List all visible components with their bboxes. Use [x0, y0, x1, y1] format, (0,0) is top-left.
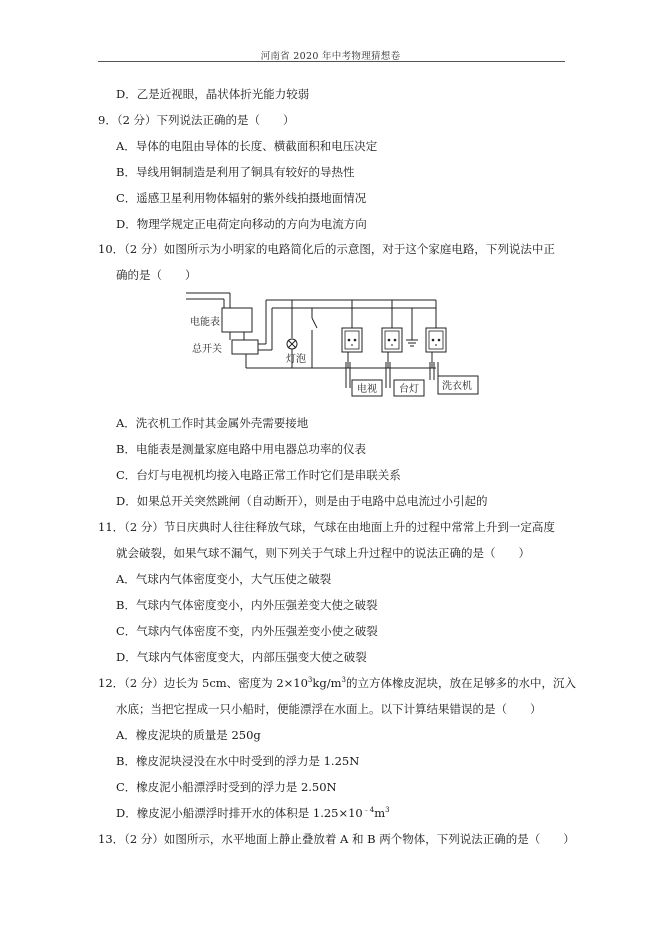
q10-option-a: A．洗衣机工作时其金属外壳需要接地	[116, 416, 309, 430]
q10-option-d: D．如果总开关突然跳闸（自动断开），则是由于电路中总电流过小引起的	[116, 494, 488, 508]
main-switch-box	[232, 340, 258, 354]
q10-option-c: C．台灯与电视机均接入电路正常工作时它们是串联关系	[116, 468, 401, 482]
q12-exponent-1: 3	[307, 676, 313, 684]
q11-option-b: B．气球内气体密度变小，内外压强差变大使之破裂	[116, 598, 378, 612]
q12-option-d-part2: m	[374, 806, 386, 820]
energy-meter-box	[222, 308, 252, 332]
q10-option-b: B．电能表是测量家庭电路中用电器总功率的仪表	[116, 442, 366, 456]
q12-stem-part1: 12．（2 分）边长为 5cm、密度为 2×10	[98, 676, 308, 690]
household-circuit-diagram	[186, 288, 506, 408]
q11-stem-continued: 就会破裂，如果气球不漏气，则下列关于气球上升过程中的说法正确的是（ ）	[116, 546, 530, 560]
q10-stem-continued: 确的是（ ）	[116, 268, 197, 282]
page-header-title: 河南省 2020 年中考物理猜想卷	[260, 51, 401, 62]
header-divider	[98, 61, 565, 62]
q12-option-d-exponent-2: 3	[385, 806, 390, 814]
q8-option-d: D．乙是近视眼，晶状体折光能力较弱	[116, 87, 310, 101]
q11-option-c: C．气球内气体密度不变，内外压强差变小使之破裂	[116, 624, 378, 638]
q12-option-d-part1: D．橡皮泥小船漂浮时排开水的体积是 1.25×10	[116, 806, 363, 820]
q12-stem-part3: 的立方体橡皮泥块，放在足够多的水中，沉入	[345, 676, 576, 690]
q9-stem: 9．（2 分）下列说法正确的是（ ）	[98, 113, 295, 127]
lamp-switch-symbol	[312, 318, 317, 328]
q9-option-c: C．遥感卫星利用物体辐射的紫外线拍摄地面情况	[116, 191, 367, 205]
q9-option-d: D．物理学规定正电荷定向移动的方向为电流方向	[116, 217, 367, 231]
q12-option-d-exponent-1: ﹣4	[362, 806, 375, 814]
desk-lamp-label: 台灯	[399, 384, 419, 395]
lamp-label: 灯泡	[286, 354, 306, 365]
tv-label: 电视	[357, 384, 377, 395]
q11-option-d: D．气球内气体密度变大，内部压强变大使之破裂	[116, 650, 367, 664]
q12-stem	[98, 676, 576, 690]
q11-stem: 11．（2 分）节日庆典时人往往释放气球，气球在由地面上升的过程中常常上升到一定高度	[98, 520, 555, 534]
main-switch-label: 总开关	[192, 344, 222, 355]
energy-meter-label: 电能表	[190, 317, 220, 328]
washing-machine-label: 洗衣机	[442, 381, 472, 392]
q13-stem: 13．（2 分）如图所示，水平地面上静止叠放着 A 和 B 两个物体，下列说法正确的是（ ）	[98, 832, 575, 846]
q9-option-b: B．导线用铜制造是利用了铜具有较好的导热性	[116, 165, 355, 179]
q12-exponent-2: 3	[341, 676, 346, 684]
q9-option-a: A．导体的电阻由导体的长度、横截面积和电压决定	[116, 139, 378, 153]
q12-option-c: C．橡皮泥小船漂浮时受到的浮力是 2.50N	[116, 780, 337, 794]
q12-stem-part2: kg/m	[312, 676, 342, 690]
q12-option-a: A．橡皮泥块的质量是 250g	[116, 728, 261, 742]
q10-stem: 10．（2 分）如图所示为小明家的电路简化后的示意图，对于这个家庭电路，下列说法中正	[98, 242, 555, 256]
q12-option-d	[116, 806, 390, 820]
q12-stem-continued: 水底；当把它捏成一只小船时，便能漂浮在水面上。以下计算结果错误的是（ ）	[116, 702, 542, 716]
q12-option-b: B．橡皮泥块浸没在水中时受到的浮力是 1.25N	[116, 754, 360, 768]
q11-option-a: A．气球内气体密度变小，大气压使之破裂	[116, 572, 332, 586]
